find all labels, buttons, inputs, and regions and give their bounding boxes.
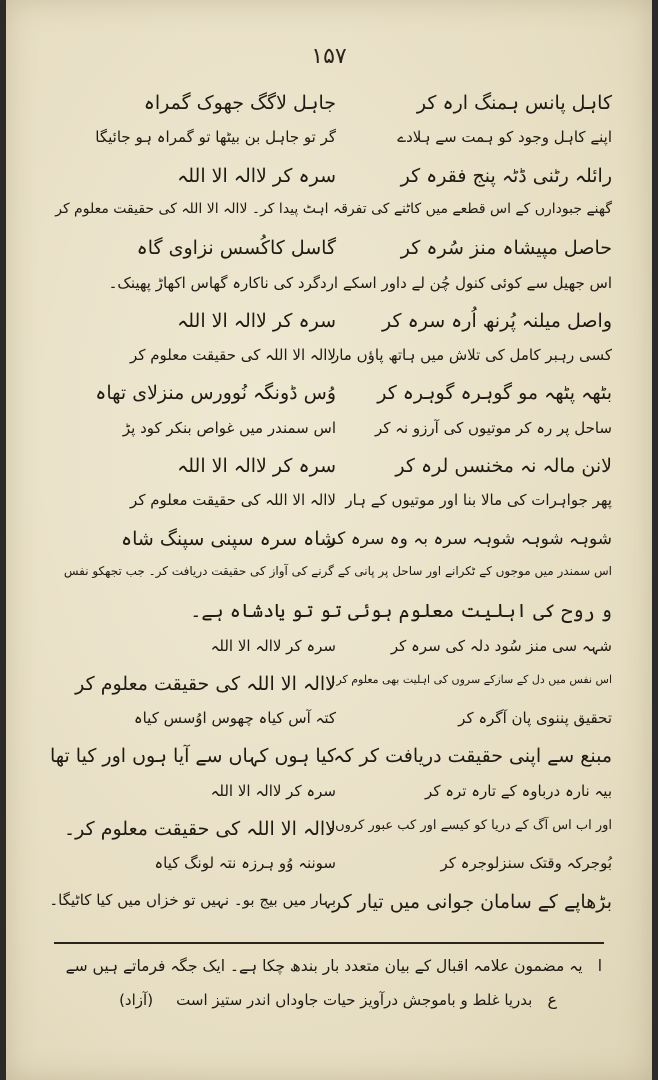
couplet-row [46,891,612,927]
footnote-line [56,956,602,975]
couplet-row [46,274,612,310]
couplet-left-hemistich: سرہ کر لاالہ الا اللہ [177,455,336,477]
couplet-left-hemistich: سرہ کر لاالہ الا اللہ [177,164,336,187]
footnote-verse-line [56,990,557,1009]
couplet-row [46,455,612,491]
footnote-text: یہ مضمون علامہ اقبال کے بیان متعدد بار بندھ چکا ہے۔ ایک جگہ فرماتے ہیں سے [65,957,583,975]
couplet-left-hemistich: لاالہ الا اللہ کی حقیقت معلوم کر۔ [64,818,336,840]
couplet-row [46,854,612,890]
couplet-right-hemistich: ساحل پر رہ کر موتیوں کی آرزو نہ کر [375,418,612,437]
couplet-left-hemistich: سرہ کر لاالہ الا اللہ [210,781,336,800]
couplet-full-line: اس سمندر میں موجوں کے ٹکرانے اور ساحل پر پانی کے گرنے کی آواز کی حقیقت دریافت کر۔ جب تجھکو نفس [63,563,612,578]
page-number: ۱۵۷ [311,44,347,69]
couplet-left-hemistich: کیا ہوں کہاں سے آیا ہوں اور کیا تھا [49,745,336,768]
couplet-right-hemistich: مبنع سے اپنی حقیقت دریافت کر کہ [333,745,612,768]
couplet-left-hemistich: شاہ سرہ سپنی سپنگ شاہ [121,527,336,550]
footnote-verse: بدریا غلط و باموجش درآویز حیات جاوداں اندر ستیز است [176,991,533,1009]
couplet-row [46,201,612,237]
couplet-right-hemistich: تحقیق پننوی پان آگرہ کر [458,709,612,728]
couplet-full-line: گھنے جبودارں کے اس قطعے میں کاٹنے کی تفرقہ اہٹ پیدا کر۔ لاالہ الا اللہ کی حقیقت معلوم کر [55,200,612,217]
couplet-left-hemistich: لاالہ الا اللہ کی حقیقت معلوم کر [130,346,336,365]
couplet-row [46,709,612,745]
couplet-row [46,165,612,201]
document-page [6,0,652,1080]
couplet-left-hemistich: گر تو جاہل بن بیٹھا تو گمراہ ہو جائیگا [95,128,336,147]
couplet-left-hemistich: سرہ کر لاالہ الا اللہ [210,636,336,655]
couplet-row [46,637,612,673]
couplet-row [46,782,612,818]
couplet-left-hemistich: سوننہ وُو ہرزہ نتہ لونگ کیاہ [154,854,336,873]
couplet-right-hemistich: کاہل پانس ہمنگ ارہ کر [416,92,612,114]
couplet-row [46,310,612,346]
couplet-right-hemistich: شہہ سی منز سُود دلہ کی سرہ کر [390,636,612,655]
couplet-left-hemistich: وُس ڈونگہ نُوورس منزلای تھاہ [95,382,336,405]
couplet-left-hemistich: گاسل کاکُسس نزاوی گاہ [136,237,336,260]
couplet-right-hemistich: اپنے کاہل وجود کو ہمت سے ہلادے [397,128,612,147]
couplet-row [46,419,612,455]
couplet-row [46,346,612,382]
couplet-right-hemistich: بڑھاپے کے سامان جوانی میں تیار کر [332,890,612,913]
couplet-row [46,818,612,854]
couplet-left-hemistich: کتہ آس کیاہ چھوس اوُسس کیاہ [133,709,336,728]
couplet-left-hemistich: بہار میں بیج بو۔ نہیں تو خزاں میں کیا کاٹیگا۔ [49,890,336,909]
couplet-left-hemistich: لاالہ الا اللہ کی حقیقت معلوم کر [130,491,336,510]
couplet-row [46,237,612,273]
couplet-row [46,673,612,709]
footnote-marker: ا [597,957,602,975]
couplet-right-hemistich: واصل میلنہ پُرنھ اُرہ سرہ کر [382,309,612,332]
footnote-divider [54,942,604,944]
couplet-right-hemistich: اس نفس میں دل کے سازکے سروں کی اہلیت بھی معلوم کر۔ [329,672,612,686]
footnote-verse-marker: ع [547,990,557,1009]
footnote-source: (آزاد) [119,991,154,1009]
couplet-right-hemistich: پھر جواہرات کی مالا بنا اور موتیوں کے ہار [345,491,612,510]
couplet-left-hemistich: اس سمندر میں غواص بنکر کود پڑ [122,418,336,437]
couplet-row [46,600,612,636]
couplet-left-hemistich: لاالہ الا اللہ کی حقیقت معلوم کر [75,672,336,695]
couplet-row [46,528,612,564]
couplet-right-hemistich: حاصل مپیشاہ منز سُرہ کر [400,237,612,260]
couplet-right-hemistich: بٹھہ پٹھہ مو گوہرہ گوہرہ کر [377,382,612,405]
couplet-right-hemistich: بیہ نارہ درباوہ کے تارہ ترہ کر [425,781,612,800]
couplet-right-hemistich: شوہہ شوہہ شوہہ سرہ بہ وہ سرہ کر [327,528,612,549]
couplet-row [46,564,612,600]
couplet-row [46,745,612,781]
couplet-right-hemistich: اور اب اس آگ کے دریا کو کیسے اور کب عبور کروں۔ [327,818,612,833]
couplet-row [46,382,612,418]
couplet-right-hemistich: لانن مالہ نہ مخنسں لرہ کر [395,455,612,477]
couplet-full-line: اس جھیل سے کوئی کنول چُن لے داور اسکے اردگرد کی ناکارہ گھاس اکھاڑ پھینک۔ [108,273,612,292]
couplet-row [46,128,612,164]
couplet-right-hemistich: بُوجرکہ وقتک سنزلوجرہ کر [440,854,612,873]
couplet-right-hemistich: رائلہ رٹنی ڈٹہ پنج فقرہ کر [400,164,612,187]
couplet-left-hemistich: جاہل لاگگ جھوک گمراہ [143,92,336,114]
couplet-row [46,491,612,527]
couplet-full-line: و روح کی اہلیت معلوم ہوئی تو تو یادشاہ ہے۔ [190,600,612,623]
couplet-left-hemistich: سرہ کر لاالہ الا اللہ [177,309,336,332]
couplet-row [46,92,612,128]
couplet-right-hemistich: کسی رہبر کامل کی تلاش میں ہاتھ پاؤں مار [331,346,612,365]
